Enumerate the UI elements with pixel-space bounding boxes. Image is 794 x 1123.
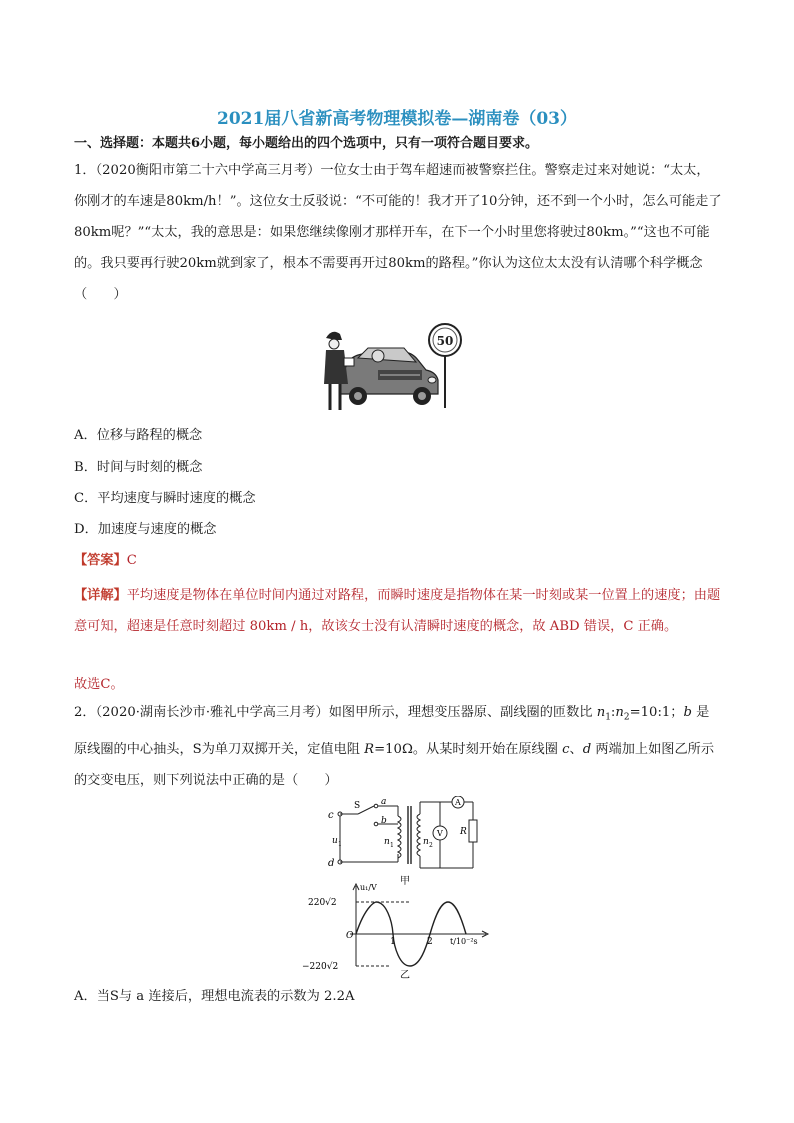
- q1-conclusion: 故选C。: [74, 677, 124, 692]
- svg-text:u₁/V: u₁/V: [360, 883, 377, 892]
- svg-text:乙: 乙: [400, 970, 410, 980]
- car-illustration: [318, 318, 468, 414]
- speed-sign-value: 50: [436, 334, 454, 348]
- svg-text:−220√2: −220√2: [302, 962, 339, 972]
- svg-text:1: 1: [390, 842, 394, 849]
- svg-text:u: u: [332, 836, 338, 846]
- svg-text:220√2: 220√2: [308, 898, 337, 908]
- answer-tag: 【答案】: [74, 553, 127, 568]
- svg-text:1: 1: [390, 937, 396, 947]
- q1-detail: [74, 580, 722, 642]
- svg-text:甲: 甲: [400, 876, 410, 886]
- svg-text:2: 2: [429, 842, 433, 849]
- section-heading: 一、选择题：本题共6小题，每小题给出的四个选项中，只有一项符合题目要求。: [74, 136, 539, 151]
- svg-text:A: A: [455, 798, 461, 807]
- page-title: 2021届八省新高考物理模拟卷—湖南卷（03）: [217, 109, 577, 129]
- answer-value: C: [126, 553, 137, 568]
- svg-text:O: O: [346, 931, 354, 941]
- svg-text:a: a: [381, 797, 387, 807]
- svg-text:d: d: [328, 858, 335, 869]
- svg-text:V: V: [437, 829, 443, 838]
- q1-option-d: D．加速度与速度的概念: [74, 522, 217, 537]
- detail-text: 平均速度是物体在单位时间内通过对路程，而瞬时速度是指物体在某一时刻或某一位置上的速度；由题意可知，超速是任意时刻超过 80km / h，故该女士没有认清瞬时速度的概念，故 ABD 错误，C 正确。: [74, 588, 721, 634]
- svg-text:1: 1: [338, 841, 342, 848]
- svg-text:n: n: [423, 837, 429, 847]
- question-2-text: 2．（2020·湖南长沙市·雅礼中学高三月考）如图甲所示，理想变压器原、副线圈的匝数比 $n_1:n_2=10:1$；b 是原线圈的中心抽头，S为单刀双掷开关，定值电阻 R=10Ω。从某时刻开始在原线圈 c、d 两端加上如图乙所示的交变电压，则下列说法中正确的是（ ）: [74, 705, 715, 788]
- detail-tag: 【详解】: [74, 588, 127, 603]
- svg-text:2: 2: [427, 937, 433, 947]
- question-1-text: 1．（2020衡阳市第二十六中学高三月考）一位女士由于驾车超速而被警察拦住。警察走过来对她说：“太太，你刚才的车速是80km/h！”。这位女士反驳说：“不可能的！我才开了10分钟，还不到一个小时，怎么可能走了80km呢？”“太太，我的意思是：如果您继续像刚才那样开车，在下一个小时里您将驶过80km。”“这也不可能的。我只要再行驶20km就到家了，根本不需要再开过80km的路程。”你认为这位太太没有认清哪个科学概念（ ）: [74, 163, 722, 302]
- q1-option-a: A．位移与路程的概念: [74, 428, 203, 443]
- svg-text:b: b: [381, 816, 387, 826]
- q2-option-a: A．当S与 a 连接后，理想电流表的示数为 2.2A: [74, 989, 355, 1004]
- svg-text:t/10⁻²s: t/10⁻²s: [450, 937, 478, 946]
- svg-text:R: R: [460, 827, 467, 837]
- svg-text:S: S: [354, 801, 361, 811]
- q1-option-c: C．平均速度与瞬时速度的概念: [74, 491, 256, 506]
- svg-text:n: n: [384, 837, 390, 847]
- transformer-circuit-diagram: [318, 796, 488, 886]
- svg-text:c: c: [328, 810, 334, 821]
- q1-answer: [74, 549, 137, 568]
- q1-option-b: B．时间与时刻的概念: [74, 460, 203, 475]
- voltage-time-graph: [300, 880, 500, 980]
